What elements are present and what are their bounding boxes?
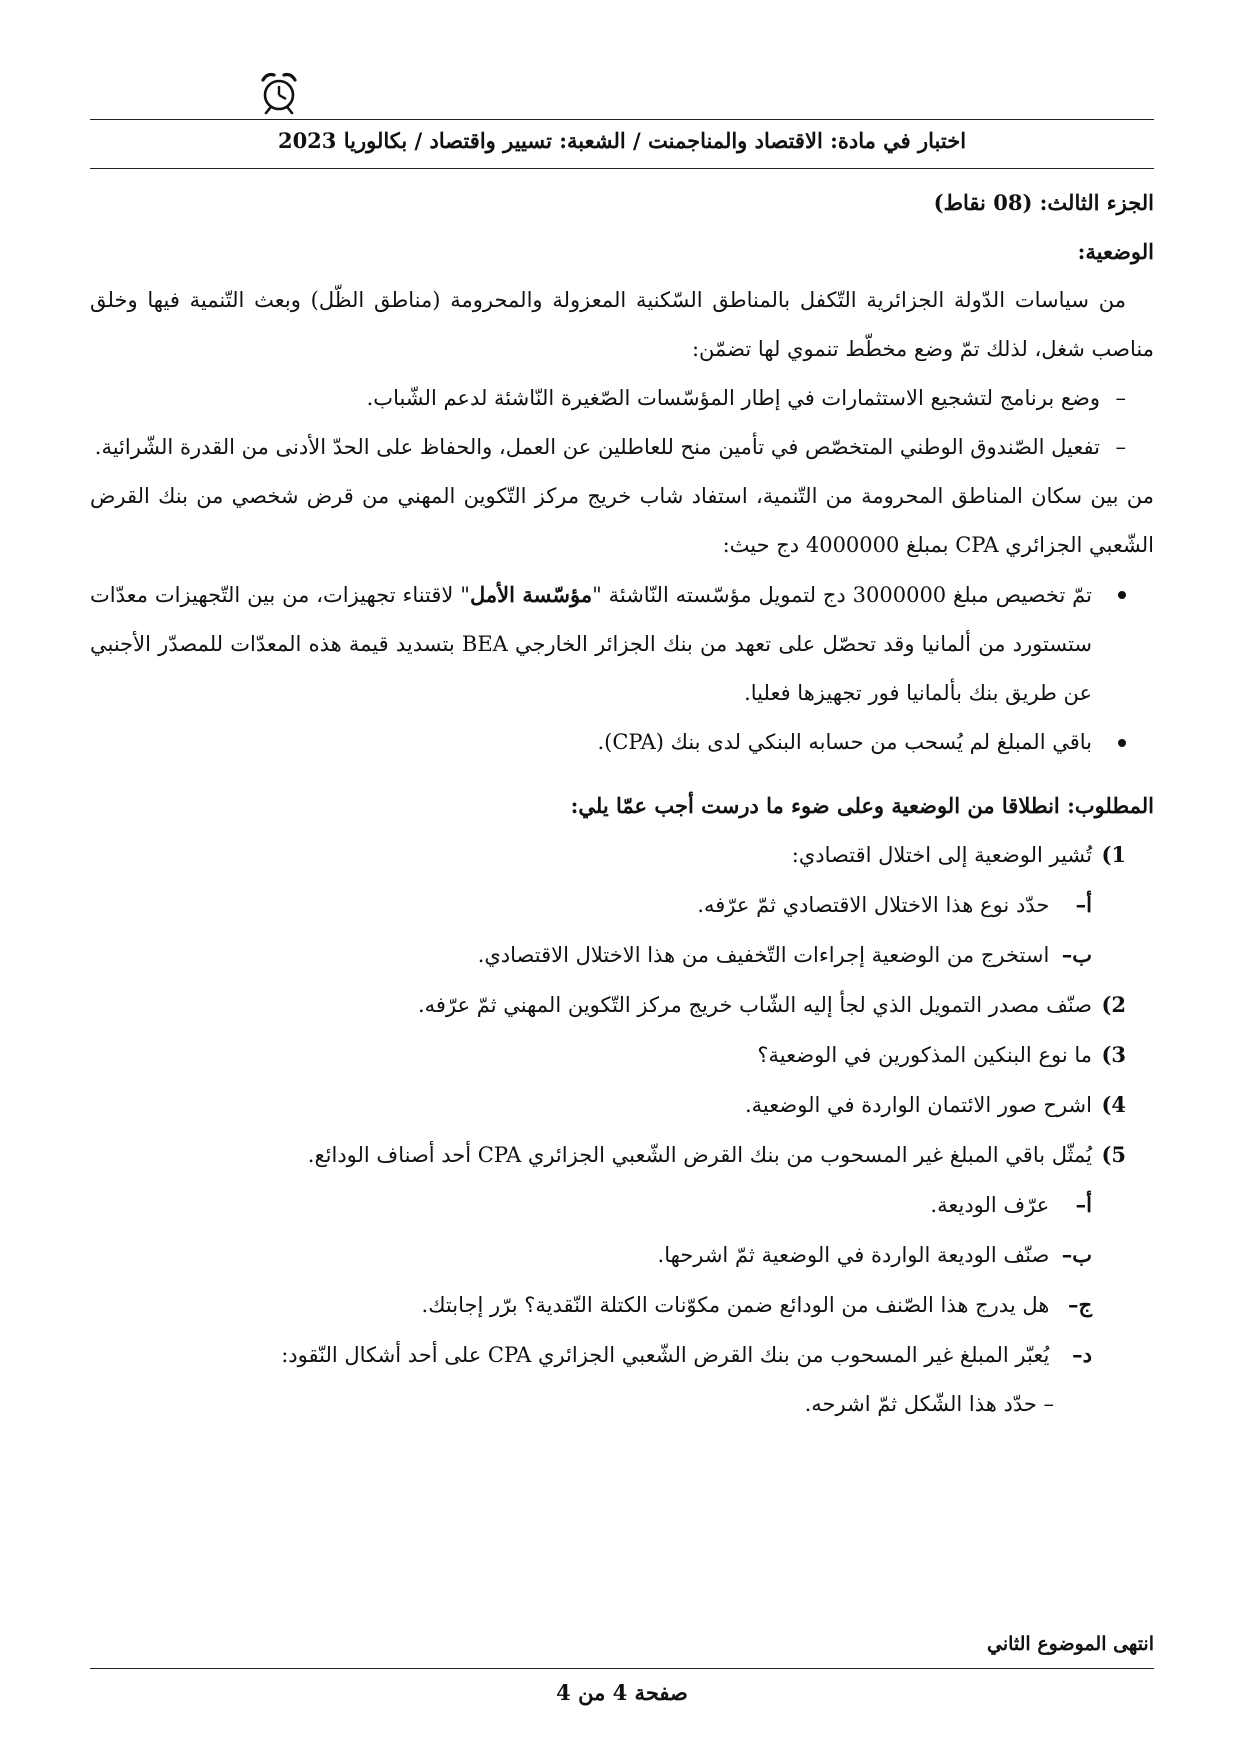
question-4: 4)اشرح صور الائتمان الواردة في الوضعية. (745, 1092, 1126, 1117)
alarm-clock-icon (259, 70, 299, 116)
end-of-subject: انتهى الموضوع الثاني (987, 1633, 1154, 1655)
bullet-item-2: باقي المبلغ لم يُسحب من حسابه البنكي لدى بنك (CPA). (90, 718, 1126, 767)
footer-rule (90, 1668, 1154, 1669)
question-1: 1)تُشير الوضعية إلى اختلال اقتصادي: (791, 842, 1126, 867)
exam-header-title: اختبار في مادة: الاقتصاد والمناجمنت / الشعبة: تسيير واقتصاد / بكالوريا 2023 (277, 128, 967, 153)
bullet-item-1: تمّ تخصيص مبلغ 3000000 دج لتمويل مؤسّسته النّاشئة "مؤسّسة الأمل" لاقتناء تجهيزات، من بين التّجهيزات معدّات ستستورد من ألمانيا وقد تحصّل على تعهد من بنك الجزائر الخارجي BEA بتسديد قيمة هذه المعدّات للمصدّر الأجنبي عن طريق بنك بألمانيا فور تجهيزها فعليا. (90, 570, 1126, 718)
header-rule-bottom (90, 168, 1154, 169)
header-rule-top (90, 119, 1154, 120)
page-number: صفحة 4 من 4 (556, 1680, 688, 1705)
situation-label: الوضعية: (1077, 239, 1154, 264)
exam-content (90, 178, 1154, 1429)
part-title: الجزء الثالث: (08 نقاط) (933, 190, 1154, 215)
bullet-list (90, 570, 1154, 767)
bullet-dot-icon (1118, 739, 1126, 747)
dash-item-1: –وضع برنامج لتشجيع الاستثمارات في إطار المؤسّسات الصّغيرة النّاشئة لدعم الشّباب. (366, 386, 1126, 410)
question-5-c: ج– هل يدرج هذا الصّنف من الودائع ضمن مكوّنات الكتلة النّقدية؟ برّر إجابتك. (421, 1292, 1092, 1317)
bullet-dot-icon (1118, 591, 1126, 599)
required-title: المطلوب: انطلاقا من الوضعية وعلى ضوء ما درست أجب عمّا يلي: (570, 793, 1154, 818)
question-5-d: د– يُعبّر المبلغ غير المسحوب من بنك القرض الشّعبي الجزائري CPA على أحد أشكال النّقود: (281, 1342, 1092, 1367)
question-1-a: أ– حدّد نوع هذا الاختلال الاقتصادي ثمّ عرّفه. (697, 892, 1092, 917)
situation-intro-1: من سياسات الدّولة الجزائرية التّكفل بالمناطق السّكنية المعزولة والمحرومة (مناطق الظّل) وبعث التّنمية فيها وخلق مناصب شغل، لذلك تمّ وضع مخطّط تنموي لها تضمّن: (90, 288, 1154, 361)
question-3: 3)ما نوع البنكين المذكورين في الوضعية؟ (757, 1042, 1126, 1067)
question-5-b: ب– صنّف الوديعة الواردة في الوضعية ثمّ اشرحها. (657, 1242, 1092, 1267)
question-5: 5)يُمثّل باقي المبلغ غير المسحوب من بنك القرض الشّعبي الجزائري CPA أحد أصناف الودائع. (307, 1142, 1126, 1167)
question-2: 2)صنّف مصدر التمويل الذي لجأ إليه الشّاب خريج مركز التّكوين المهني ثمّ عرّفه. (418, 992, 1126, 1017)
question-5-d-sub: – حدّد هذا الشّكل ثمّ اشرحه. (804, 1392, 1054, 1416)
company-name: مؤسّسة الأمل (469, 582, 593, 607)
dash-item-2: –تفعيل الصّندوق الوطني المتخصّص في تأمين منح للعاطلين عن العمل، والحفاظ على الحدّ الأدنى من القدرة الشّرائية. (94, 435, 1126, 459)
question-1-b: ب– استخرج من الوضعية إجراءات التّخفيف من هذا الاختلال الاقتصادي. (477, 942, 1092, 967)
situation-intro-2: من بين سكان المناطق المحرومة من التّنمية، استفاد شاب خريج مركز التّكوين المهني من قرض شخصي من بنك القرض الشّعبي الجزائري CPA بمبلغ 4000000 دج حيث: (90, 484, 1154, 557)
question-5-a: أ– عرّف الوديعة. (930, 1192, 1092, 1217)
